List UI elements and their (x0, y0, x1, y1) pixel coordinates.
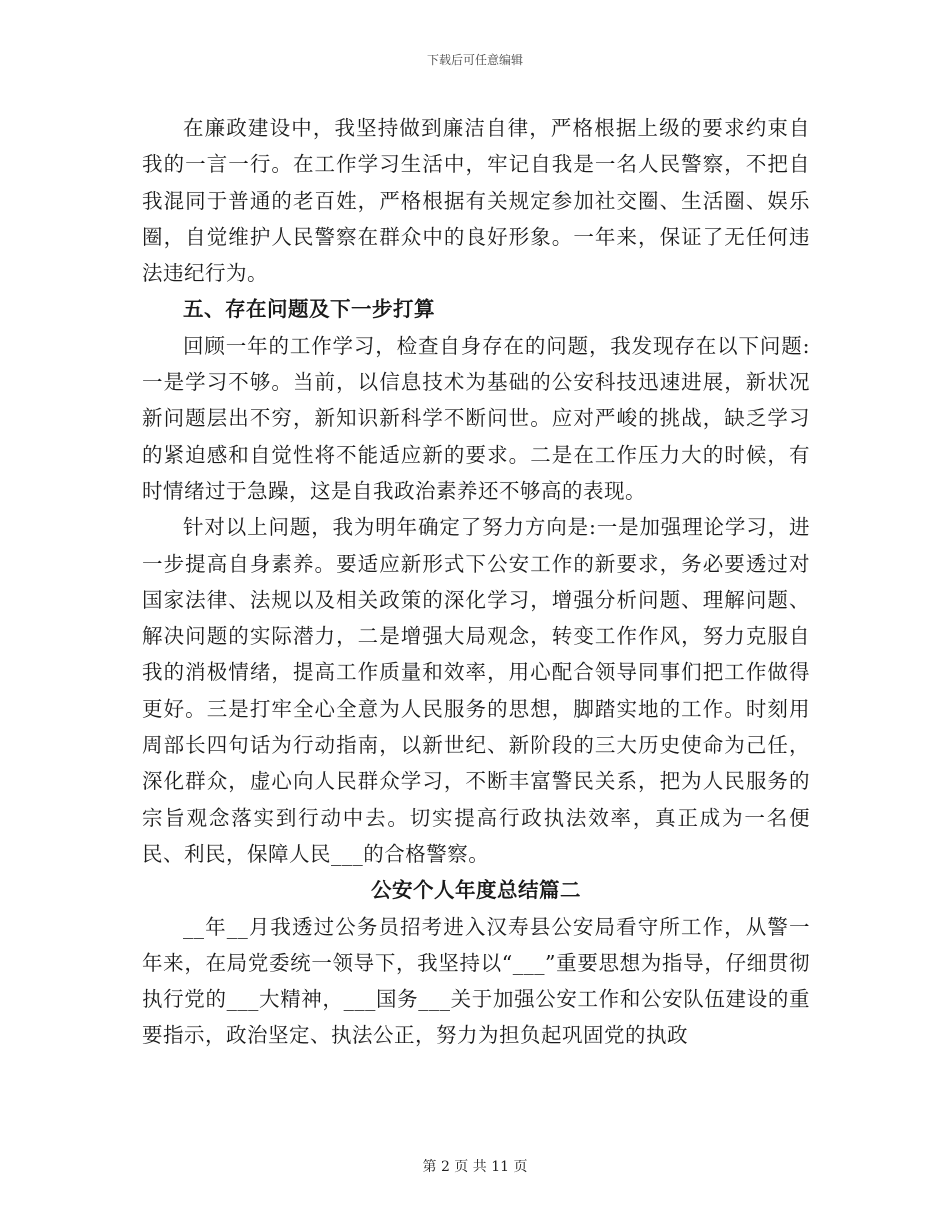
paragraph-review: 回顾一年的工作学习，检查自身存在的问题，我发现存在以下问题:一是学习不够。当前，以信息技术为基础的公安科技迅速进展，新状况新问题层出不穷，新知识新科学不断问世。应对严峻的挑战，缺乏学习的紧迫感和自觉性将不能适应新的要求。二是在工作压力大的时候，有时情绪过于急躁，这是自我政治素养还不够高的表现。 (142, 333, 810, 503)
article-title-part-two: 公安个人年度总结篇二 (371, 878, 581, 903)
page-header: 下载后可任意编辑 (426, 53, 523, 67)
page-number: 第 2 页 共 11 页 (422, 1159, 528, 1175)
paragraph-direction: 针对以上问题，我为明年确定了努力方向是:一是加强理论学习，进一步提高自身素养。要适应新形式下公安工作的新要求，务必要透过对国家法律、法规以及相关政策的深化学习，增强分析问题、理解问题、解决问题的实际潜力，二是增强大局观念，转变工作作风，努力克服自我的消极情绪，提高工作质量和效率，用心配合领导同事们把工作做得更好。三是打牢全心全意为人民服务的思想，脚踏实地的工作。时刻用周部长四句话为行动指南，以新世纪、新阶段的三大历史使命为己任，深化群众，虚心向人民群众学习，不断丰富警民关系，把为人民服务的宗旨观念落实到行动中去。切实提高行政执法效率，真正成为一名便民、利民，保障人民___的合格警察。 (142, 515, 810, 866)
section-heading-problems: 五、存在问题及下一步打算 (183, 297, 435, 322)
paragraph-integrity: 在廉政建设中，我坚持做到廉洁自律，严格根据上级的要求约束自我的一言一行。在工作学习生活中，牢记自我是一名人民警察，不把自我混同于普通的老百姓，严格根据有关规定参加社交圈、生活圈、娱乐圈，自觉维护人民警察在群众中的良好形象。一年来，保证了无任何违法违纪行为。 (142, 116, 810, 286)
document-body (142, 110, 810, 1054)
paragraph-part-two-intro: __年__月我透过公务员招考进入汉寿县公安局看守所工作，从警一年来，在局党委统一领导下，我坚持以“___”重要思想为指导，仔细贯彻执行党的___大精神，___国务___关于加强公安工作和公安队伍建设的重要指示，政治坚定、执法公正，努力为担负起巩固党的执政 (142, 914, 810, 1048)
